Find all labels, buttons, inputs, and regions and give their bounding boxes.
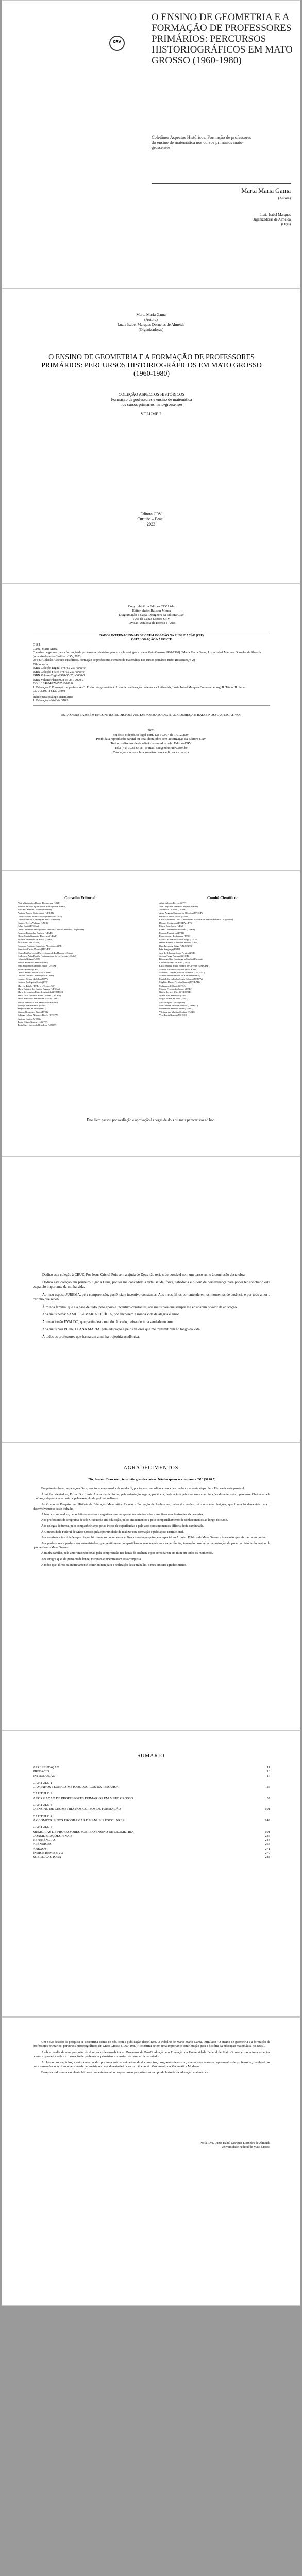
committee-member: Inês Bragança (UERJ) bbox=[159, 948, 181, 951]
council-member: Antônio Pereira Gaio Júnior (UFRRJ) bbox=[18, 911, 54, 914]
toc-entry-title: APRESENTAÇÃO bbox=[33, 1766, 59, 1769]
preface-text bbox=[33, 2040, 270, 2077]
acknowledgments-page bbox=[2, 1442, 300, 1730]
toc-entry-page: 17 bbox=[266, 1774, 270, 1778]
council-member: Anselmo Alencar Colares (UFOPA) bbox=[18, 908, 52, 911]
toc-entry-page: 283 bbox=[265, 1855, 270, 1859]
toc-entry[interactable] bbox=[33, 1830, 270, 1834]
council-member: Celso Conti (UFSCar) bbox=[18, 925, 39, 928]
editorial-council-list bbox=[18, 902, 144, 1027]
council-member: Luciano Rodrigues Costa (UFV) bbox=[18, 981, 49, 984]
acknowledgments-title: AGRADECIMENTOS bbox=[123, 1465, 179, 1471]
committee-member: Diosnel Centurion (UNIDA – PY) bbox=[159, 921, 192, 924]
committee-member: Marcos Vinicius Francisco (UNOESTE) bbox=[159, 968, 198, 971]
publisher-logo-text: CRV bbox=[113, 40, 121, 44]
council-member: Élsio José Corá (UFFS) bbox=[18, 941, 40, 944]
toc-entry[interactable] bbox=[33, 1847, 270, 1851]
committee-member: Eliane Rose Maio (UEM) bbox=[159, 925, 184, 928]
toc-entry[interactable] bbox=[33, 1792, 270, 1796]
council-member: Paulo Romualdo Hernandes (UNIFAL-MG) bbox=[18, 997, 60, 1001]
title-collection: COLEÇÃO ASPECTOS HISTÓRICOS Formação de professores e ensino de matemática nos cursos primários mato-grossenses bbox=[111, 392, 192, 407]
editorial-council bbox=[18, 896, 144, 1027]
dedication-paragraph: À todos os professores que formaram a minha trajetória acadêmica. bbox=[42, 1334, 140, 1339]
toc-entry-title: O ENSINO DE GEOMETRIA NOS CURSOS DE FORMAÇÃO bbox=[33, 1807, 121, 1811]
scientific-committee bbox=[159, 896, 286, 1018]
council-member: Cesar Gerónimo Tello (Univer. Nacional Três de Febrero – Argentina) bbox=[18, 928, 84, 931]
council-member: Tadeu Oliver Gonçalves (UFPA) bbox=[18, 1021, 49, 1024]
toc-entry[interactable] bbox=[33, 1815, 270, 1819]
council-member: Francisco Carlos Duarte (PUC-PR) bbox=[18, 948, 51, 951]
toc-entry-page: 271 bbox=[265, 1846, 270, 1851]
council-member: Helmuth Krüger (UCP) bbox=[18, 958, 40, 961]
council-member: Leonel Severo Rocha (UNISINOS) bbox=[18, 971, 52, 974]
acknowledgment-paragraph: À Universidade Federal de Mato Grosso, pela oportunidade de realizar esta formação e pelo apoio institucional. bbox=[41, 1530, 184, 1534]
cip-body: G184 Gama, Marta Maria O ensino de geometria e a formação de professores primários: percursos historiográficos em Mato Grosso (1960-1980) / Marta Maria Gama; Luzia Isabel Marques Dorneles de Almeida (organizadoras) – Curitiba: CRV, 2023. 284 p. (Coleção Aspectos Históricos. Formação de professores e ensino de matemática nos cursos primários mato-grossenses, v. 2) Bibliografia ISBN Coleção Digital 978-65-251-0000-0 ISBN Coleção Físico 978-65-251-0000-0 ISBN Volume Digital 978-65-251-0000-0 ISBN Volume Físico 978-65-251-0000-0 DOI 10.24824/978652510000.0 1. Educação 2. Formação de professores 3. Ensino de geometria 4. História da educação matemática I. Almeida, Luzia Isabel Marques Dorneles de. org. II. Título III. Série. CDU 37(091) CDD 370.9 bbox=[33, 643, 262, 693]
acknowledgment-paragraph: À banca examinadora, pelas leituras atentas e sugestões que enriqueceram este trabalho e ampliaram os horizontes da pesquisa. bbox=[41, 1513, 204, 1517]
committee-member: Kilwangy Kya Kapitango-a-Samba (Unemat) bbox=[159, 958, 203, 961]
council-page bbox=[2, 870, 300, 1156]
toc-entry[interactable] bbox=[33, 1825, 270, 1829]
acknowledgment-paragraph: A todos que, direta ou indiretamente, contribuíram para a realização deste trabalho, o meu sincero agradecimento. bbox=[41, 1563, 187, 1567]
toc-entry-title: ÍNDICE REMISSIVO bbox=[33, 1851, 63, 1855]
committee-member: Maria Lília Imbiriba Sousa Colares (UFOPA) bbox=[159, 977, 203, 980]
title-organizers: Marta Maria Gama (Autora) Luzia Isabel Marques Dorneles de Almeida (Organizadoras) bbox=[117, 312, 185, 332]
preface-paragraph: A obra resulta de uma pesquisa de doutorado desenvolvida no Programa de Pós-Graduação em Educação da Universidade Federal de Mato Grosso e traz à tona aspectos pouco explorados sobre a formação de professores primários e o ensino de geometria no estado. bbox=[33, 2050, 270, 2059]
catalog-page bbox=[2, 584, 300, 870]
committee-member: Lucia Marisy Souza Ribeiro de Oliveira (UNIVASF) bbox=[159, 964, 210, 968]
council-member: Elione Maria Nogueira Diogenes (UFAL) bbox=[18, 935, 57, 938]
council-member: Maria Cristina dos Santos Bezerra (UFSCar) bbox=[18, 987, 60, 990]
toc-entry-title: CAPÍTULO 4 bbox=[33, 1814, 53, 1818]
toc-entry[interactable] bbox=[33, 1851, 270, 1855]
acknowledgment-paragraph: Ao Grupo de Pesquisa em História da Educação Matemática Escolar e Formação de Professores, pelas discussões, leituras e contribuições, que foram fundamentais para o desenvolvimento deste trabalho. bbox=[33, 1502, 270, 1511]
preface-signature: Profa. Dra. Luzia Isabel Marques Dorneles de Almeida Universidade Federal de Mato Grosso bbox=[199, 2141, 270, 2149]
council-member: Eduardo Fernandes Barbosa (UFMG) bbox=[18, 931, 54, 935]
toc-entry[interactable] bbox=[33, 1774, 270, 1778]
committee-member: Andréia N. Militão (UEMS) bbox=[159, 908, 187, 911]
committee-member: Maria de Lourdes Pinto de Almeida (UNOESC) bbox=[159, 971, 205, 974]
toc-entry-page: 235 bbox=[265, 1834, 270, 1838]
council-member: Lídia de Oliveira Xavier (UNIEURO) bbox=[18, 974, 54, 977]
toc-entry-page: 11 bbox=[266, 1766, 270, 1769]
council-member: Marcelo Paixão (UFRJ e UTexas – US) bbox=[18, 984, 55, 987]
council-member: Carmen Tereza Velanga (UNIR) bbox=[18, 921, 48, 924]
dedication-paragraph: Dedico esta coleção à CRUZ, Por Jesus Cristo! Pois sem a ajuda de Deus não teria sido possível nem um passo rumo à conclusão desta obra. bbox=[42, 1273, 246, 1277]
council-member: Maria de Lourdes Pinto de Almeida (UNOESC) bbox=[18, 991, 63, 994]
toc-entry-title: PREFÁCIO bbox=[33, 1770, 49, 1774]
acknowledgment-paragraph: Aos professores e professoras entrevistados, que gentilmente compartilharam suas memórias e experiências, tornando possível a reconstrução de parte da história do ensino de geometria em Mato Grosso. bbox=[33, 1541, 270, 1550]
rights-notice: ESTA OBRA TAMBÉM ENCONTRA-SE DISPONÍVEL EM FORMATO DIGITAL. CONHEÇA E BAIXE NOSSO APLICATIVO! bbox=[61, 713, 241, 717]
preface-paragraph: Desejo a todos uma excelente leitura e que este trabalho inspire novas pesquisas no campo da história da educação matemática. bbox=[41, 2071, 209, 2075]
acknowledgments-text bbox=[33, 1487, 270, 1569]
cover-author-role: (Autora) bbox=[278, 196, 291, 200]
committee-member: Fauston Negreiros (UFPI) bbox=[159, 931, 184, 935]
scientific-committee-title: Comitê Científico: bbox=[207, 895, 238, 900]
council-member: Tania Suely Azevedo Brasileiro (UFOPA) bbox=[18, 1024, 58, 1027]
committee-member: Suzana dos Santos Gomes (UFMG) bbox=[159, 1007, 193, 1010]
committee-member: Altair Alberto Fávero (UPF) bbox=[159, 902, 187, 905]
council-member: Carlos Federico Dominguez Avila (Unieuro) bbox=[18, 918, 60, 921]
cover-author: Marta Maria Gama bbox=[241, 187, 291, 194]
toc-entry[interactable] bbox=[33, 1842, 270, 1846]
toc-entry[interactable] bbox=[33, 1819, 270, 1823]
review-note: Este livro passou por avaliação e aprovação às cegas de dois ou mais pareceristas ad hoc. bbox=[87, 1118, 215, 1122]
toc-entry-page: 57 bbox=[266, 1796, 270, 1800]
acknowledgment-paragraph: À minha família, pelo amor incondicional, pela compreensão nas horas de ausência e por acreditarem em mim em todos os momentos. bbox=[41, 1551, 213, 1555]
acknowledgment-paragraph: Aos colegas de turma, pelo companheirismo, pelas trocas de experiências e pelo apoio nos momentos difíceis desta caminhada. bbox=[41, 1524, 204, 1528]
summary-page bbox=[2, 1730, 300, 2017]
committee-member: Francisco Ari de Andrade (UFC) bbox=[159, 935, 191, 938]
toc-entry[interactable] bbox=[33, 1855, 270, 1859]
dedication-text bbox=[33, 1273, 270, 1342]
acknowledgment-paragraph: À minha orientadora, Profa. Dra. Luzia Aparecida de Souza, pela orientação segura, paciência, dedicação e pelas valiosas contribuições durante todo o percurso. Obrigada pela confiança depositada em mim e pelo exemplo de profissionalismo. bbox=[33, 1493, 270, 1501]
toc-entry[interactable] bbox=[33, 1781, 270, 1785]
toc-entry-page: 263 bbox=[265, 1842, 270, 1846]
acknowledgment-paragraph: Aos amigos que, de perto ou de longe, torceram e incentivaram esta conquista. bbox=[41, 1557, 142, 1561]
cip-index: Índice para catálogo sistemático 1. Educação – história 370.9 bbox=[33, 695, 73, 702]
council-member: Renato Francisco dos Santos Paula (UFG) bbox=[18, 1001, 58, 1004]
toc-entry-page: 101 bbox=[265, 1807, 270, 1811]
committee-member: Míghian Danae Ferreira Nunes (UNILAB) bbox=[159, 981, 200, 984]
toc-entry[interactable] bbox=[33, 1803, 270, 1807]
council-member: Simone Rodrigues Pinto (UNB) bbox=[18, 1010, 48, 1013]
toc-entry-title: ANEXOS bbox=[33, 1846, 47, 1851]
toc-entry-title: REFERÊNCIAS bbox=[33, 1838, 56, 1842]
toc-entry-title: CAMINHOS TEÓRICO-METODOLÓGICOS DA PESQUISA bbox=[33, 1785, 119, 1789]
toc-entry[interactable] bbox=[33, 1766, 270, 1770]
dedication-paragraph: Ao meu irmão EVALDO, que partiu deste mundo tão cedo, deixando uma saudade enorme. bbox=[42, 1319, 175, 1324]
committee-member: Vera Lucia Gaspar (UDESC) bbox=[159, 1014, 187, 1017]
scientific-committee-list bbox=[159, 902, 286, 1017]
council-member: Aldira Guimarães Duarte Domínguez (UNB) bbox=[18, 902, 60, 905]
toc-entry[interactable] bbox=[33, 1785, 270, 1789]
toc-entry[interactable] bbox=[33, 1838, 270, 1842]
council-member: Guillermo Arias Beatón (Universidade de La Havana – Cuba) bbox=[18, 954, 76, 957]
acknowledgments-epigraph: “Tu, Senhor, Deus meu, tens feito grandes coisas. Não há quem se compare a Ti!” (Sl 40.5) bbox=[87, 1478, 216, 1481]
council-member: Jailson Alves dos Santos (UFRJ) bbox=[18, 961, 49, 964]
table-of-contents bbox=[33, 1766, 270, 1860]
committee-member: Helder Buenos Aires de Carvalho (UFPI) bbox=[159, 941, 198, 944]
council-member: Josania Portela (UFPI) bbox=[18, 968, 39, 971]
council-member: Fernando Antônio Gonçalves Alcoforado (IPB) bbox=[18, 944, 63, 947]
cover-divider bbox=[152, 183, 291, 184]
dedication-paragraph: Dedico esta coleção em primeiro lugar a Deus, por ter me concedido a vida, saúde, força, sabedoria e o dom da perseverança para poder ter concluído esta etapa tão importante da minha vida. bbox=[33, 1280, 270, 1289]
toc-entry-title: CONSIDERAÇÕES FINAIS bbox=[33, 1834, 73, 1838]
committee-member: Ilma Passos A. Veiga (UNICEUB) bbox=[159, 944, 192, 947]
toc-entry[interactable] bbox=[33, 1834, 270, 1838]
toc-entry-title: CAPÍTULO 3 bbox=[33, 1803, 53, 1807]
editorial-council-title: Conselho Editorial: bbox=[64, 895, 97, 900]
committee-member: Barbara Coelho Neves (UFBA) bbox=[159, 915, 190, 918]
committee-member: Vânia Alves Martins Chaigar (FURG) bbox=[159, 1010, 196, 1013]
committee-member: Lourdes Helena da Silva (UFV) bbox=[159, 961, 190, 964]
cip-box bbox=[33, 632, 270, 706]
toc-entry-title: CAPÍTULO 5 bbox=[33, 1825, 53, 1829]
toc-entry-title: INTRODUÇÃO bbox=[33, 1774, 55, 1778]
title-volume: VOLUME 2 bbox=[140, 412, 162, 416]
cover-subtitle: Coletânea Aspectos Históricos: Formação de professores do ensino de matemática nos cursos primários mato-grossenses bbox=[152, 134, 251, 150]
toc-entry-page: 191 bbox=[265, 1829, 270, 1834]
committee-member: Anna Augusta Sampaio de Oliveira (UNESP) bbox=[159, 911, 203, 914]
committee-member: Sonia Maria Ferreira Koehler (UNISAL) bbox=[159, 1004, 198, 1007]
acknowledgment-paragraph: Aos arquivos e instituições que disponibilizaram os documentos utilizados nesta pesquisa, em especial ao Arquivo Público de Mato Grosso e às escolas que abriram suas portas. bbox=[41, 1535, 266, 1539]
committee-member: Mohammed Elhajji (UFRJ) bbox=[159, 984, 186, 987]
summary-title: SUMÁRIO bbox=[137, 1753, 165, 1759]
council-member: Sérgio Nunes de Jesus (IFRO) bbox=[18, 1007, 46, 1010]
council-member: Rodrigo Pratte-Santos (UFES) bbox=[18, 1004, 47, 1007]
committee-member: Sérgio Nunes de Jesus (IFRO) bbox=[159, 997, 188, 1001]
committee-member: Mônica Pereira dos Santos (UFRJ) bbox=[159, 987, 193, 990]
council-member: João Adalberto Campato Junior (UNESP) bbox=[18, 964, 57, 968]
council-member: Maria Lília Imbiriba Sousa Colares (UFOPA) bbox=[18, 994, 61, 997]
toc-entry-title: A GEOMETRIA NOS PROGRAMAS E MANUAIS ESCOLARES bbox=[33, 1818, 124, 1822]
toc-entry-page: 13 bbox=[266, 1770, 270, 1774]
council-member: Carlos Alberto Vilar Estêvão (UMINHO – PT) bbox=[18, 915, 62, 918]
dedication-paragraph: Aos meus netos: SAMUEL e MARIA CECÍLIA, por encherem a minha vida de alegria e amor. bbox=[42, 1312, 180, 1316]
toc-entry-title: SOBRE A AUTORA bbox=[33, 1855, 61, 1859]
committee-member: Gláucia Maria dos Santos Jorge (UFOP) bbox=[159, 938, 198, 941]
dedication-paragraph: À minha família, que é a base de tudo, pelo apoio e incentivo constantes, aos meus pais que sempre me ensinaram o valor da educação. bbox=[42, 1304, 238, 1309]
committee-member: José de Ribamar Sousa Pereira (UCB) bbox=[159, 951, 196, 954]
council-member: Elizeu Clementino de Souza (UNEB) bbox=[18, 938, 53, 941]
publisher-footer: 2023 Foi feito o depósito legal conf. Lei 10.994 de 14/12/2004 Proibida a reprodução parcial ou total desta obra sem autorização da Editora CRV Todos os direitos desta edição reservados pela: Editora CRV Tel.: (41) 3039-6418 - E-mail: sac@editoracrv.com.br Conheça os nossos lançamentos: www.editoracrv.com.br bbox=[96, 728, 206, 754]
title-publisher: Editora CRV Curitiba – Brasil 2023 bbox=[137, 512, 165, 527]
committee-member: Elizeu Clementino de Souza (UNEB) bbox=[159, 928, 195, 931]
council-member: Gloria Fariñas León (Universidade de La Havana – Cuba) bbox=[18, 951, 73, 954]
council-member: Solange Helena Ximenes-Rocha (UFOPA) bbox=[18, 1014, 58, 1017]
toc-entry-title: MEMÓRIAS DE PROFESSORES SOBRE O ENSINO DE GEOMETRIA bbox=[33, 1829, 134, 1834]
toc-entry[interactable] bbox=[33, 1770, 270, 1774]
copyright-block: Copyright © da Editora CRV Ltda. Editor-chefe: Railson Moura Diagramação e Capa: Designers da Editora CRV Arte da Capa: Editora CRV Revisão: Analista de Escrita e Artes bbox=[119, 605, 184, 625]
committee-member: Silvia Regina Canan (URI) bbox=[159, 1001, 185, 1004]
title-main: O ENSINO DE GEOMETRIA E A FORMAÇÃO DE PROFESSORES PRIMÁRIOS: PERCURSOS HISTORIOGRÁFICOS EM MATO GROSSO (1960-1980) bbox=[41, 353, 262, 378]
committee-member: Maria Eurácia Barreto de Andrade (UFRB) bbox=[159, 974, 200, 977]
toc-entry-page: 25 bbox=[266, 1785, 270, 1789]
preface-page bbox=[2, 2017, 300, 2306]
cip-title: DADOS INTERNACIONAIS DE CATALOGAÇÃO NA PUBLICAÇÃO (CIP) CATALOGAÇÃO NA FONTE bbox=[99, 634, 204, 641]
cover-title: O ENSINO DE GEOMETRIA E A FORMAÇÃO DE PROFESSORES PRIMÁRIOS: PERCURSOS HISTORIOGRÁFICOS EM MATO GROSSO (1960-1980) bbox=[152, 12, 293, 66]
toc-entry-page: 243 bbox=[265, 1838, 270, 1842]
committee-member: Ana Chrystina Venancio Mignot (UERJ) bbox=[159, 905, 198, 908]
toc-entry-page: 149 bbox=[265, 1818, 270, 1822]
committee-member: Nilson José Machado (USP) bbox=[159, 994, 187, 997]
toc-entry[interactable] bbox=[33, 1807, 270, 1811]
acknowledgment-paragraph: Em primeiro lugar, agradeço a Deus, o autor e consumador da minha fé, por ter me concedido a graça de concluir mais esta etapa. Sem Ele, nada seria possível. bbox=[41, 1487, 245, 1490]
acknowledgment-paragraph: Aos professores do Programa de Pós-Graduação em Educação, pelos ensinamentos e pelo compartilhamento de conhecimentos ao longo do curso. bbox=[41, 1518, 228, 1522]
dedication-paragraph: Aos meus pais PEDRO e ANA MARIA, pela educação e pelos valores que me transmitiram ao longo da vida. bbox=[42, 1327, 201, 1331]
council-member: Andréia da Silva Quintanilha Sousa (UNIR/UFRN) bbox=[18, 905, 66, 908]
toc-entry[interactable] bbox=[33, 1797, 270, 1801]
toc-entry-title: A FORMAÇÃO DE PROFESSORES PRIMÁRIOS EM MATO GROSSO bbox=[33, 1796, 133, 1800]
dedication-paragraph: Ao meu esposo JUREMA, pela compreensão, paciência e incentivo constantes. Aos meus filhos por entenderem os momentos de ausência e por todo amor e carinho que recebi. bbox=[33, 1292, 270, 1301]
committee-member: Jussara Fraga Portugal (UNEB) bbox=[159, 954, 190, 957]
toc-entry-title: CAPÍTULO 1 bbox=[33, 1781, 53, 1785]
dedication-page bbox=[2, 1156, 300, 1442]
toc-entry-title: APÊNDICES bbox=[33, 1842, 52, 1846]
committee-member: Najela Tavares Ujiie (UNESPAR) bbox=[159, 991, 192, 994]
council-member: Lourdes Helena da Silva (UFV) bbox=[18, 977, 48, 980]
cover-page bbox=[2, 0, 300, 289]
preface-paragraph: Ao longo dos capítulos, a autora nos conduz por uma análise cuidadosa de documentos, programas de ensino, manuais escolares e depoimentos de professores, revelando as transformações ocorridas no ensino de geometria no período estudado e as influências do Movimento da Matemática Moderna. bbox=[33, 2060, 270, 2069]
toc-entry-title: CAPÍTULO 2 bbox=[33, 1792, 53, 1796]
cover-coauthors: Luzia Isabel Marques Organizadoras de Almeida (Orgs) bbox=[252, 213, 291, 226]
toc-entry-page: 279 bbox=[265, 1851, 270, 1855]
preface-paragraph: Um novo desafio de pesquisa se descortina diante de nós, com a publicação deste livro. O trabalho de Marta Maria Gama, intitulado "O ensino de geometria e a formação de professores primários: percursos historiográficos em Mato Grosso (1960-1980)", constitui-se em uma importante contribuição para a história da educação matemática no Brasil. bbox=[33, 2040, 270, 2048]
council-member: Sydione Santos (UEPG) bbox=[18, 1017, 41, 1020]
committee-member: Cesar Gerónimo Tello (Universidad Nacional de Três de Febrero – Argentina) bbox=[159, 918, 233, 921]
title-page bbox=[2, 289, 300, 584]
